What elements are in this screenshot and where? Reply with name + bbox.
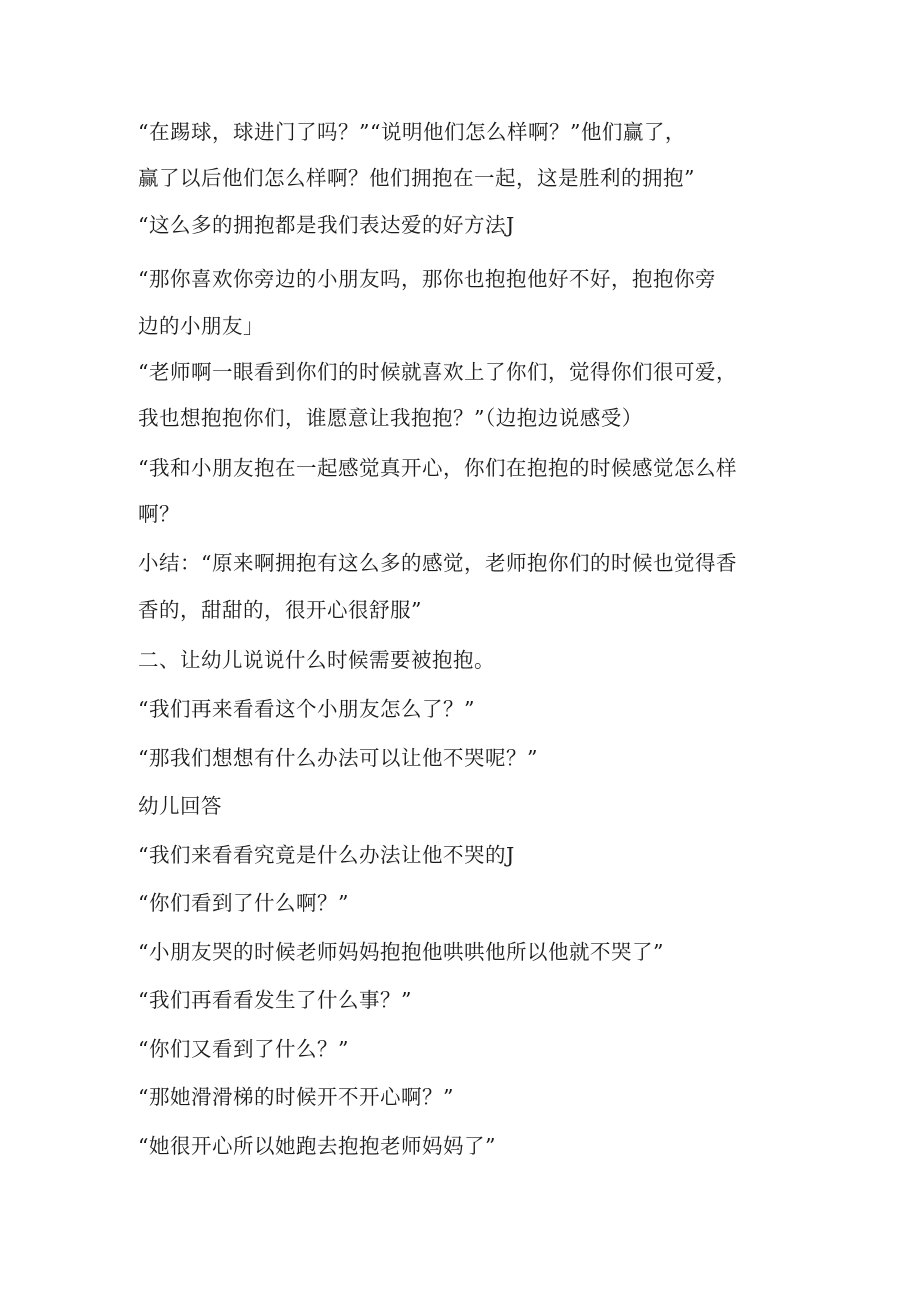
section-heading: 二、让幼儿说说什么时候需要被抱抱。 xyxy=(138,648,495,672)
text-line: “这么多的拥抱都是我们表达爱的好方法J xyxy=(138,213,515,237)
text-line: 幼儿回答 xyxy=(138,794,222,818)
text-line: 边的小朋友」 xyxy=(138,314,264,338)
text-line: “小朋友哭的时候老师妈妈抱抱他哄哄他所以他就不哭了” xyxy=(138,940,664,964)
text-line: “我们来看看究竟是什么办法让他不哭的J xyxy=(138,843,515,867)
text-line: “她很开心所以她跑去抱抱老师妈妈了” xyxy=(138,1134,496,1158)
text-line: “你们又看到了什么？” xyxy=(138,1037,349,1061)
text-line: “我们再看看发生了什么事？” xyxy=(138,988,412,1012)
text-line: “那她滑滑梯的时候开不开心啊？” xyxy=(138,1085,454,1109)
text-line: “你们看到了什么啊？” xyxy=(138,891,349,915)
text-line: 赢了以后他们怎么样啊？他们拥抱在一起，这是胜利的拥抱” xyxy=(138,166,695,190)
text-line: 我也想抱抱你们，谁愿意让我抱抱？”（边抱边说感受） xyxy=(138,406,643,430)
text-line: “我们再来看看这个小朋友怎么了？” xyxy=(138,697,475,721)
text-line: “老师啊一眼看到你们的时候就喜欢上了你们，觉得你们很可爱， xyxy=(138,360,737,384)
text-line: “那你喜欢你旁边的小朋友吗，那你也抱抱他好不好，抱抱你旁 xyxy=(138,267,716,291)
text-line: 小结：“原来啊拥抱有这么多的感觉，老师抱你们的时候也觉得香 xyxy=(138,551,737,575)
text-line: 啊？ xyxy=(138,502,180,526)
text-line: 香的，甜甜的，很开心很舒服” xyxy=(138,598,422,622)
text-line: “在踢球，球进门了吗？”“说明他们怎么样啊？”他们赢了， xyxy=(138,120,686,144)
text-line: “那我们想想有什么办法可以让他不哭呢？” xyxy=(138,746,538,770)
text-line: “我和小朋友抱在一起感觉真开心，你们在抱抱的时候感觉怎么样 xyxy=(138,456,737,480)
